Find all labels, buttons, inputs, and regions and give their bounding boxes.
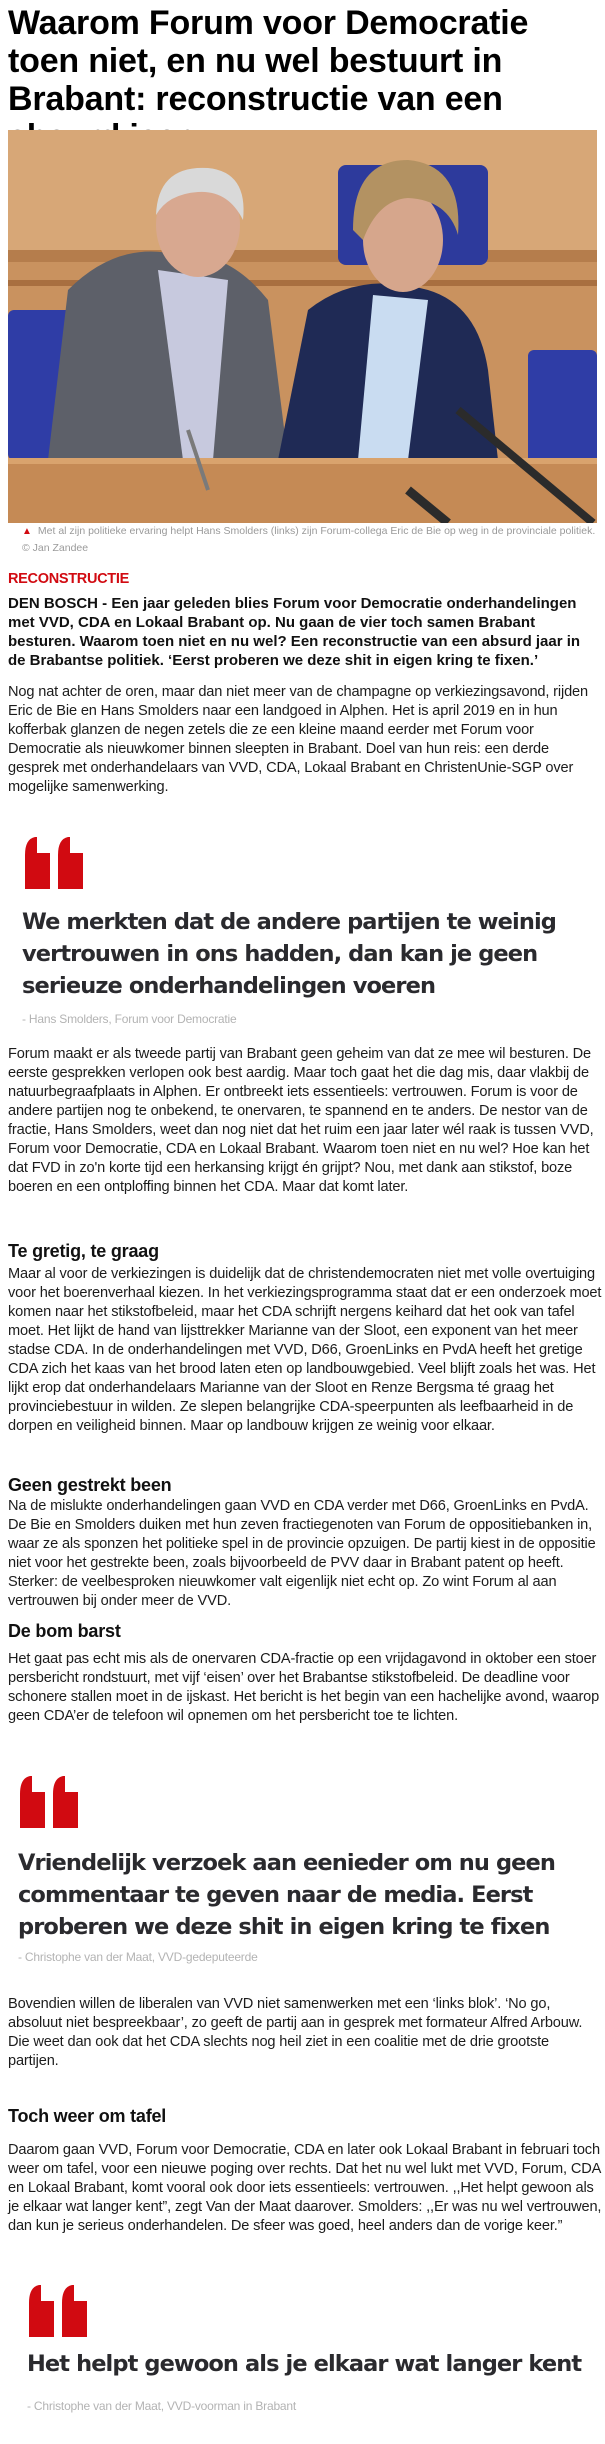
section-heading: Geen gestrekt been <box>8 1475 172 1495</box>
paragraph: Nog nat achter de oren, maar dan niet meer van de champagne op verkiezingsavond, rijden Eric de Bie en Hans Smolders naar een landgoed in Alphen. Het is april 2019 en in hun kofferbak glanzen de negen zetels die ze een kleine maand eerder met Forum voor Democratie als nieuwkomer binnen sleepten in Brabant. Doel van hun reis: een derde gesprek met onderhandelaars van VVD, CDA, Lokaal Brabant en ChristenUnie-SGP over mogelijke samenwerking. <box>8 684 588 795</box>
quote-attribution: - Hans Smolders, Forum voor Democratie <box>22 1012 237 1026</box>
paragraph: Daarom gaan VVD, Forum voor Democratie, CDA en later ook Lokaal Brabant in februari toch weer om tafel, voor een nieuwe poging over rechts. Dat het nu wel lukt met VVD, Forum, CDA en Lokaal Brabant, komt vooral ook door iets essentieels: vertrouwen. ,,Het helpt gewoon als je elkaar wat langer kent”, zegt Van der Maat daarover. Smolders: ,,Er was nu wel vertrouwen, dan kun je serieus onderhandelen. De sfeer was goed, heel anders dan de vorige keer.” <box>8 2142 602 2234</box>
triangle-up-icon: ▲ <box>22 526 32 537</box>
quote-mark-icon <box>27 2285 89 2337</box>
pull-quote: We merkten dat de andere partijen te weinig vertrouwen in ons hadden, dan kan je geen serieuze onderhandelingen voeren <box>22 909 556 999</box>
quote-mark-icon <box>18 1776 80 1828</box>
article-photo[interactable] <box>8 130 597 523</box>
quote-attribution: - Christophe van der Maat, VVD-voorman in Brabant <box>27 2399 296 2413</box>
paragraph: Bovendien willen de liberalen van VVD niet samenwerken met een ‘links blok’. ‘No go, absoluut niet bespreekbaar’, zo geeft de partij aan in gesprek met formateur Alfred Arbouw. Die weet dan ook dat het CDA slechts nog heil ziet in een coalitie met de drie grootste partijen. <box>8 1996 583 2069</box>
paragraph: Het gaat pas echt mis als de onervaren CDA-fractie op een vrijdagavond in oktober een stoer persbericht rondstuurt, met vijf ‘eisen’ over het Brabantse stikstofbeleid. De deadline voor schonere stallen moet in de ijskast. Het bericht is het begin van een hachelijke avond, waarop geen CDA’er de telefoon wil opnemen om het persbericht toe te lichten. <box>8 1651 600 1724</box>
paragraph: Na de mislukte onderhandelingen gaan VVD en CDA verder met D66, GroenLinks en PvdA. De Bie en Smolders duiken met hun zeven fractiegenoten van Forum de oppositiebanken in, waar ze als sponzen het politieke spel in de provincie opzuigen. De partij kiest in de oppositie niet voor het gestrekte been, zoals bijvoorbeeld de PVV daar in Brabant patent op heeft. Sterker: de veelbesproken nieuwkomer valt eigenlijk niet echt op. Zo wint Forum al aan vertrouwen bij onder meer de VVD. <box>8 1498 596 1609</box>
article-kicker: RECONSTRUCTIE <box>8 571 129 587</box>
photo-illustration <box>8 130 597 523</box>
paragraph: Maar al voor de verkiezingen is duidelijk dat de christendemocraten niet met volle overtuiging voor het boerenverhaal kiezen. In het verkiezingsprogramma staat dat er een onderzoek moet komen naar het stikstofbeleid, maar het CDA schrijft nergens keihard dat het ook van tafel moet. Het lijkt de hand van lijsttrekker Marianne van der Sloot, een exponent van het meer stadse CDA. In de onderhandelingen met VVD, D66, GroenLinks en PvdA heeft het gretige CDA zich het kaas van het brood laten eten op landbouwgebied. Veel blijft zoals het was. Het lijkt erop dat onderhandelaars Marianne van der Sloot en Renze Bergsma té graag het provinciebestuur in wilden. Ze slepen belangrijke CDA-speerpunten als leefbaarheid in de dorpen en veiligheid binnen. Maar op landbouw krijgen ze weinig voor elkaar. <box>8 1266 602 1434</box>
caption-text: Met al zijn politieke ervaring helpt Hans Smolders (links) zijn Forum-collega Eric de Bie op weg in de provinciale politiek. <box>37 525 596 537</box>
photo-credit: © Jan Zandee <box>22 542 89 554</box>
article-lead: DEN BOSCH - Een jaar geleden blies Forum voor Democratie onderhandelingen met VVD, CDA en Lokaal Brabant op. Nu gaan de vier toch samen Brabant besturen. Waarom toen niet en nu wel? Een reconstructie van een absurd jaar in de Brabantse politiek. ‘Eerst proberen we deze shit in eigen kring te fixen.’ <box>8 595 581 669</box>
section-heading: Te gretig, te graag <box>8 1241 159 1261</box>
pull-quote: Vriendelijk verzoek aan eenieder om nu geen commentaar te geven naar de media. Eerst proberen we deze shit in eigen kring te fixen <box>18 1850 556 1940</box>
photo-caption <box>22 523 597 556</box>
paragraph: Forum maakt er als tweede partij van Brabant geen geheim van dat ze mee wil besturen. De eerste gesprekken verlopen ook best aardig. Maar toch gaat het die dag mis, daar vlakbij de natuurbegraafplaats in Alphen. Er ontbreekt iets essentieels: vertrouwen. Forum is voor de andere partijen nog te onbekend, te onervaren, te spannend en te anders. De nestor van de fractie, Hans Smolders, weet dan nog niet dat het ruim een jaar later wél raak is tussen VVD, Forum voor Democratie, CDA en Lokaal Brabant. Waarom toen niet en nu wel? Hoe kan het dat FVD in zo'n korte tijd een herkansing krijgt én grijpt? Nou, met dank aan stikstof, boze boeren en een ontploffing binnen het CDA. Maar dat komt later. <box>8 1046 594 1195</box>
pull-quote: Het helpt gewoon als je elkaar wat langer kent <box>27 2351 582 2377</box>
quote-attribution: - Christophe van der Maat, VVD-gedeputeerde <box>18 1950 258 1964</box>
quote-mark-icon <box>23 837 85 889</box>
section-heading: De bom barst <box>8 1621 121 1641</box>
section-heading: Toch weer om tafel <box>8 2106 167 2126</box>
article-title: Waarom Forum voor Democratie toen niet, en nu wel bestuurt in Brabant: reconstructie van een <box>8 4 529 118</box>
